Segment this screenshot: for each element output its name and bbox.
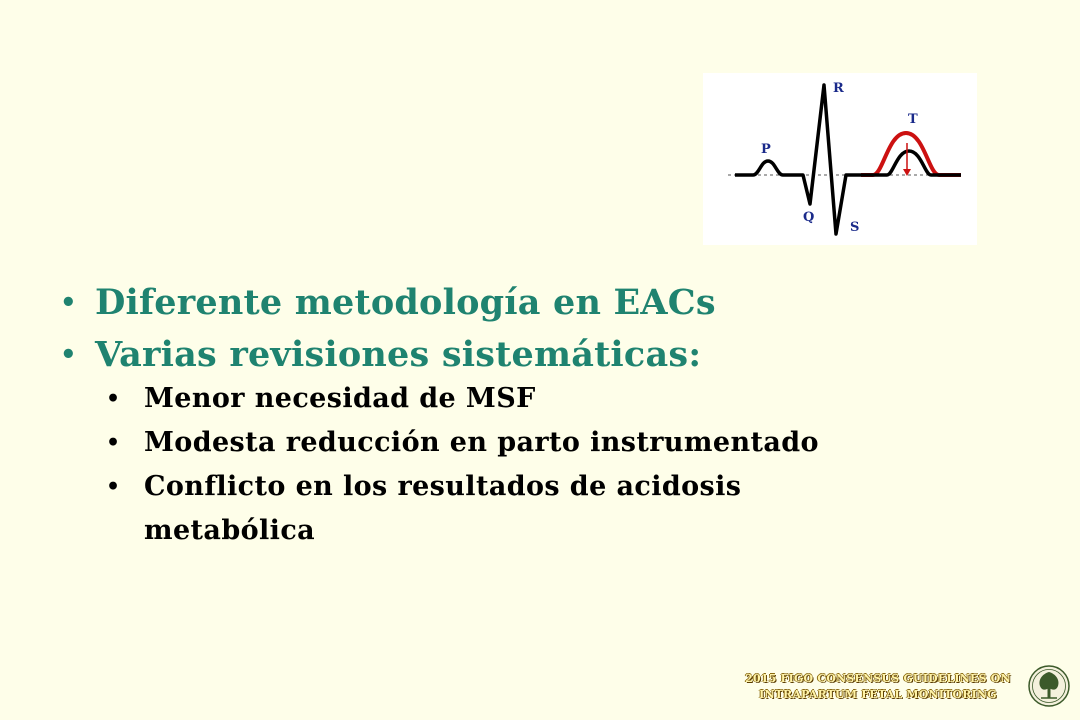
ecg-label-r: R [833,81,844,96]
main-bullet-item [60,329,716,381]
footer-line-2: INTRAPARTUM FETAL MONITORING [759,688,997,701]
bullet-dot-icon: • [106,430,121,456]
footer-line-1: 2015 FIGO CONSENSUS GUIDELINES ON [745,672,1011,685]
sub-bullet-item [106,377,986,421]
ecg-label-p: P [761,142,771,157]
ecg-label-t: T [908,112,918,127]
sub-bullet-item [106,465,986,553]
main-bullet-item [60,277,716,329]
main-bullet-text: Diferente metodología en EACs [95,282,716,323]
bullet-dot-icon: • [60,340,77,370]
footer-credit [730,671,1026,703]
sub-bullet-text: Menor necesidad de MSF [144,383,536,414]
sub-bullet-text: Conflicto en los resultados de acidosis metabólica [144,471,742,546]
ecg-waveform-graphic [703,73,977,245]
ecg-label-q: Q [803,210,815,225]
t-wave-elevated [861,133,961,175]
sub-bullet-list [106,377,986,553]
bullet-dot-icon: • [106,386,121,412]
sub-bullet-item [106,421,986,465]
main-bullet-list [60,277,716,381]
bullet-dot-icon: • [60,288,77,318]
ecg-diagram [703,73,977,245]
ecg-label-s: S [850,220,860,235]
bullet-dot-icon: • [106,474,121,500]
main-bullet-text: Varias revisiones sistemáticas: [95,334,702,375]
tree-seal-icon [1027,664,1071,708]
sub-bullet-text: Modesta reducción en parto instrumentado [144,427,819,458]
